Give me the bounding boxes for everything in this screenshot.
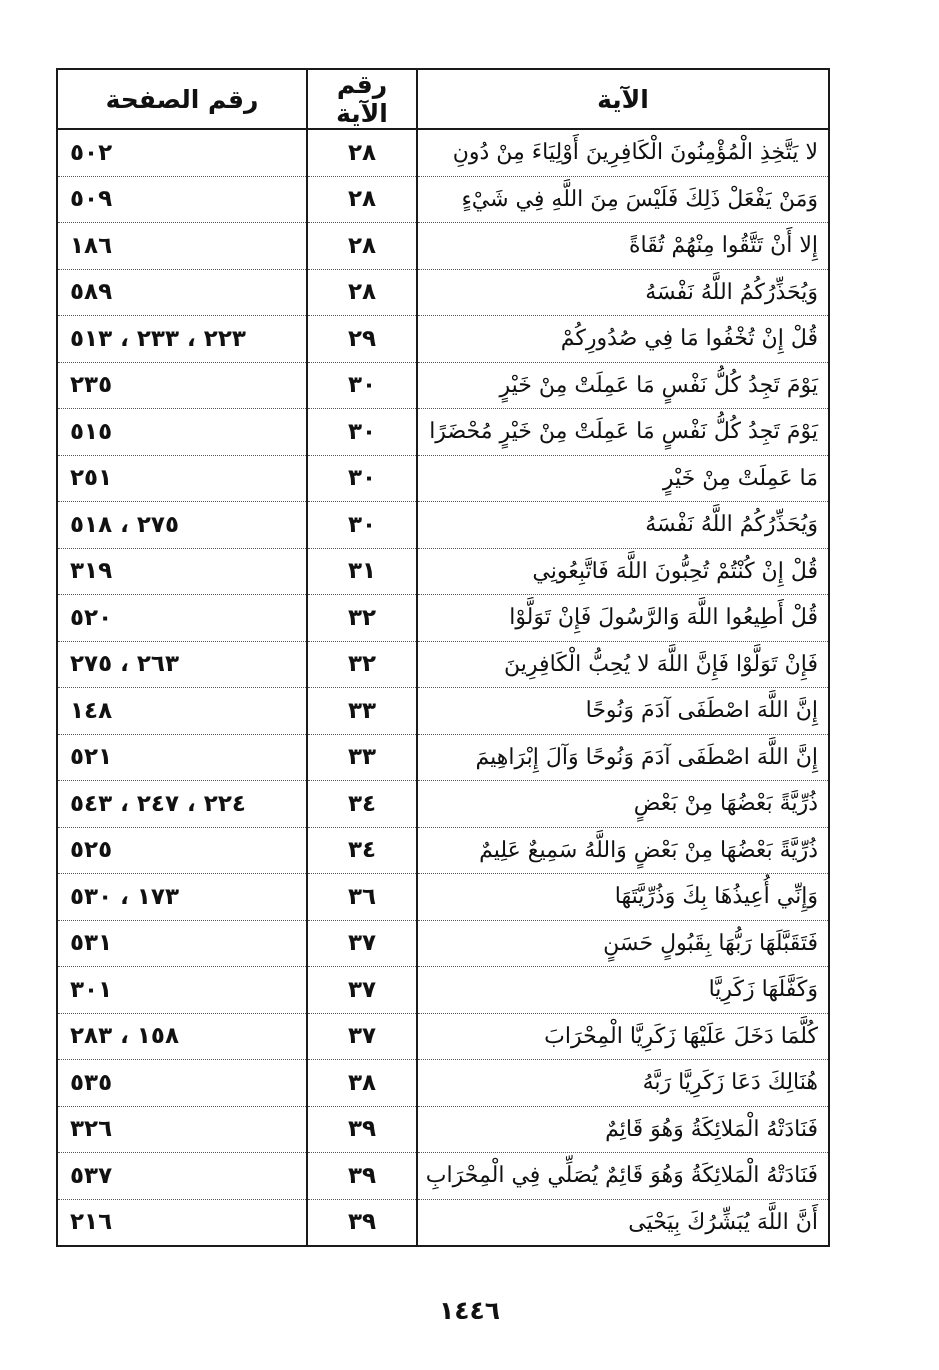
verse-number: ٣٣ xyxy=(307,734,417,781)
header-verse: الآية xyxy=(417,69,829,129)
page-references: ٥٣٥ xyxy=(57,1060,307,1107)
verse-number: ٣٩ xyxy=(307,1153,417,1200)
table-row xyxy=(57,409,829,456)
verse-text: ذُرِّيَّةً بَعْضُهَا مِنْ بَعْضٍ xyxy=(417,781,829,828)
table-row xyxy=(57,920,829,967)
verse-number: ٣٩ xyxy=(307,1106,417,1153)
header-page-number: رقم الصفحة xyxy=(57,69,307,129)
table-row xyxy=(57,176,829,223)
table-row xyxy=(57,129,829,176)
table-row xyxy=(57,316,829,363)
page-references: ٥٣٧ xyxy=(57,1153,307,1200)
page-references: ٣١٩ xyxy=(57,548,307,595)
verse-text: فَنَادَتْهُ الْمَلائِكَةُ وَهُوَ قَائِمٌ يُصَلِّي فِي الْمِحْرَابِ xyxy=(417,1153,829,1200)
verse-text: قُلْ أَطِيعُوا اللَّهَ وَالرَّسُولَ فَإِنْ تَوَلَّوْا xyxy=(417,595,829,642)
page-references: ٢٦٣ ، ٢٧٥ xyxy=(57,641,307,688)
verse-text: أَنَّ اللَّهَ يُبَشِّرُكَ بِيَحْيَى xyxy=(417,1199,829,1246)
page-references: ٢٣٥ xyxy=(57,362,307,409)
verse-text: وَيُحَذِّرُكُمُ اللَّهُ نَفْسَهُ xyxy=(417,502,829,549)
table-row xyxy=(57,827,829,874)
table-row xyxy=(57,781,829,828)
table-row xyxy=(57,688,829,735)
page-references: ٥٢٠ xyxy=(57,595,307,642)
verse-number: ٣٤ xyxy=(307,781,417,828)
page-references: ٢٧٥ ، ٥١٨ xyxy=(57,502,307,549)
page-references: ١٨٦ xyxy=(57,223,307,270)
verse-number: ٣٨ xyxy=(307,1060,417,1107)
table-row xyxy=(57,1153,829,1200)
verse-number: ٣٩ xyxy=(307,1199,417,1246)
table-header-row xyxy=(57,69,829,129)
page-references: ٥٠٩ xyxy=(57,176,307,223)
table-row xyxy=(57,455,829,502)
verse-text: وَمَنْ يَفْعَلْ ذَلِكَ فَلَيْسَ مِنَ اللَّهِ فِي شَيْءٍ xyxy=(417,176,829,223)
table-row xyxy=(57,874,829,921)
table-row xyxy=(57,595,829,642)
verse-text: وَيُحَذِّرُكُمُ اللَّهُ نَفْسَهُ xyxy=(417,269,829,316)
verse-number: ٣١ xyxy=(307,548,417,595)
verse-text: فَإِنْ تَوَلَّوْا فَإِنَّ اللَّهَ لا يُحِبُّ الْكَافِرِينَ xyxy=(417,641,829,688)
page-references: ٥٠٢ xyxy=(57,129,307,176)
page-references: ٢٥١ xyxy=(57,455,307,502)
table-row xyxy=(57,1060,829,1107)
table-row xyxy=(57,1106,829,1153)
page-references: ٥٣١ xyxy=(57,920,307,967)
page-number: ١٤٤٦ xyxy=(438,1296,501,1325)
verse-text: إِنَّ اللَّهَ اصْطَفَى آدَمَ وَنُوحًا xyxy=(417,688,829,735)
page-references: ٥١٥ xyxy=(57,409,307,456)
table-row xyxy=(57,967,829,1014)
page-references: ٢٢٤ ، ٢٤٧ ، ٥٤٣ xyxy=(57,781,307,828)
verse-number: ٣٣ xyxy=(307,688,417,735)
verse-text: إِنَّ اللَّهَ اصْطَفَى آدَمَ وَنُوحًا وَآلَ إِبْرَاهِيمَ xyxy=(417,734,829,781)
verse-number: ٣٤ xyxy=(307,827,417,874)
verse-number: ٣٠ xyxy=(307,362,417,409)
page-references: ١٥٨ ، ٢٨٣ xyxy=(57,1013,307,1060)
verse-text: مَا عَمِلَتْ مِنْ خَيْرٍ xyxy=(417,455,829,502)
verse-text: فَنَادَتْهُ الْمَلائِكَةُ وَهُوَ قَائِمٌ xyxy=(417,1106,829,1153)
table-row xyxy=(57,223,829,270)
page-references: ٥٢٥ xyxy=(57,827,307,874)
table-row xyxy=(57,734,829,781)
verse-number: ٣٢ xyxy=(307,641,417,688)
verse-text: ذُرِّيَّةً بَعْضُهَا مِنْ بَعْضٍ وَاللَّهُ سَمِيعٌ عَلِيمٌ xyxy=(417,827,829,874)
page-references: ٣٠١ xyxy=(57,967,307,1014)
verse-text: يَوْمَ تَجِدُ كُلُّ نَفْسٍ مَا عَمِلَتْ مِنْ خَيْرٍ مُحْضَرًا xyxy=(417,409,829,456)
verse-index-table xyxy=(56,68,830,1247)
verse-number: ٣٠ xyxy=(307,502,417,549)
verse-text: قُلْ إِنْ كُنْتُمْ تُحِبُّونَ اللَّهَ فَاتَّبِعُونِي xyxy=(417,548,829,595)
verse-text: لا يَتَّخِذِ الْمُؤْمِنُونَ الْكَافِرِينَ أَوْلِيَاءَ مِنْ دُونِ xyxy=(417,129,829,176)
page-references: ٢٢٣ ، ٢٣٣ ، ٥١٣ xyxy=(57,316,307,363)
verse-text: وَإِنِّي أُعِيذُهَا بِكَ وَذُرِّيَّتَهَا xyxy=(417,874,829,921)
verse-number: ٢٨ xyxy=(307,269,417,316)
table-row xyxy=(57,362,829,409)
page-references: ٣٢٦ xyxy=(57,1106,307,1153)
verse-text: كُلَّمَا دَخَلَ عَلَيْهَا زَكَرِيَّا الْمِحْرَابَ xyxy=(417,1013,829,1060)
page-references: ٥٢١ xyxy=(57,734,307,781)
table-body xyxy=(57,129,829,1246)
verse-text: قُلْ إِنْ تُخْفُوا مَا فِي صُدُورِكُمْ xyxy=(417,316,829,363)
table-row xyxy=(57,1199,829,1246)
verse-number: ٢٨ xyxy=(307,223,417,270)
verse-number: ٢٩ xyxy=(307,316,417,363)
verse-text: هُنَالِكَ دَعَا زَكَرِيَّا رَبَّهُ xyxy=(417,1060,829,1107)
table-row xyxy=(57,502,829,549)
verse-number: ٣٦ xyxy=(307,874,417,921)
verse-text: فَتَقَبَّلَهَا رَبُّهَا بِقَبُولٍ حَسَنٍ xyxy=(417,920,829,967)
page-references: ١٧٣ ، ٥٣٠ xyxy=(57,874,307,921)
table-row xyxy=(57,641,829,688)
verse-number: ٢٨ xyxy=(307,129,417,176)
verse-number: ٣٢ xyxy=(307,595,417,642)
verse-number: ٣٧ xyxy=(307,967,417,1014)
page-references: ٥٨٩ xyxy=(57,269,307,316)
verse-number: ٣٧ xyxy=(307,920,417,967)
verse-text: وَكَفَّلَهَا زَكَرِيَّا xyxy=(417,967,829,1014)
page-references: ١٤٨ xyxy=(57,688,307,735)
verse-number: ٣٧ xyxy=(307,1013,417,1060)
verse-text: يَوْمَ تَجِدُ كُلُّ نَفْسٍ مَا عَمِلَتْ مِنْ خَيْرٍ xyxy=(417,362,829,409)
verse-number: ٣٠ xyxy=(307,455,417,502)
header-verse-number: رقم الآية xyxy=(307,69,417,129)
table-row xyxy=(57,269,829,316)
page-references: ٢١٦ xyxy=(57,1199,307,1246)
verse-number: ٢٨ xyxy=(307,176,417,223)
verse-number: ٣٠ xyxy=(307,409,417,456)
table-row xyxy=(57,1013,829,1060)
verse-text: إِلا أَنْ تَتَّقُوا مِنْهُمْ تُقَاةً xyxy=(417,223,829,270)
table-row xyxy=(57,548,829,595)
